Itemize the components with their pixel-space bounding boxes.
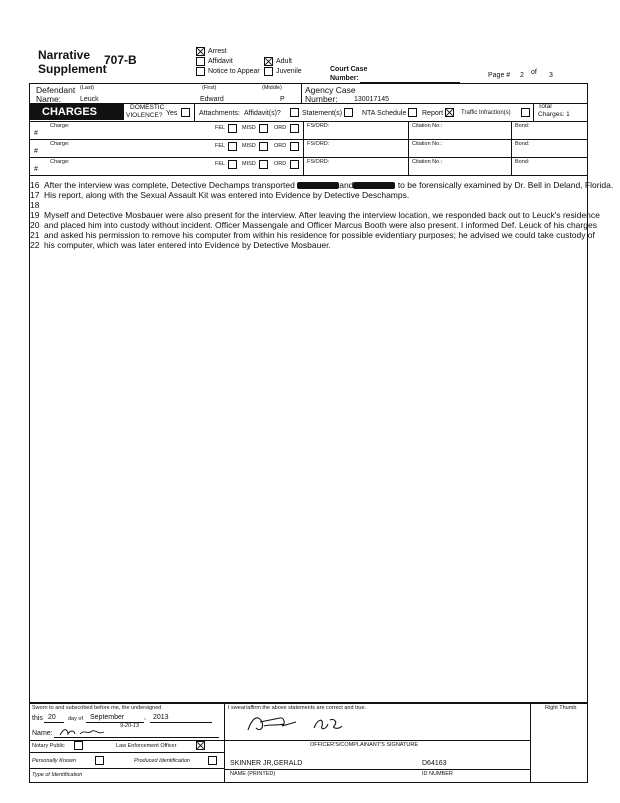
juvenile-checkbox[interactable]: [264, 67, 273, 76]
produced-id-label: Produced Identification: [134, 758, 190, 764]
citation-label: Citation No.:: [412, 141, 443, 147]
affidavit-attach-label: Affidavit(s)?: [244, 110, 281, 117]
notary-public-checkbox[interactable]: [74, 741, 83, 750]
charge-hash: #: [34, 166, 38, 173]
charge-label: Charge:: [50, 123, 70, 129]
misd-checkbox[interactable]: [259, 160, 268, 169]
charge-label: Charge:: [50, 159, 70, 165]
bond-label: Bond:: [515, 123, 530, 129]
adult-checkbox[interactable]: [264, 57, 273, 66]
total-charges-divider: [533, 103, 534, 121]
line-number: 19: [30, 210, 40, 220]
arrest-label: Arrest: [208, 48, 227, 55]
handwritten-date: 9-20-13: [120, 723, 139, 729]
swear-affirm-text: I swear/affirm the above statements are correct and true.: [228, 705, 367, 711]
col-divider: [408, 139, 409, 157]
notice-to-appear-label: Notice to Appear: [208, 68, 260, 75]
ord-label: ORD: [274, 143, 287, 149]
officer-id-number: D64163: [422, 760, 447, 767]
narrative-line-18: [30, 200, 44, 210]
col-divider: [511, 139, 512, 157]
page-number: 2: [520, 72, 524, 79]
sworn-text: Sworn to and subscribed before me, the undersigned: [32, 705, 162, 711]
misd-checkbox[interactable]: [259, 142, 268, 151]
narrative-text: and asked his permission to remove his computer from within his residence for possible evidentiary purposes; he advised we could take custody of: [44, 230, 595, 240]
col-divider: [511, 157, 512, 175]
notary-row-line: [29, 740, 224, 741]
bond-label: Bond:: [515, 141, 530, 147]
dv-yes-label: Yes: [166, 110, 178, 117]
narrative-line-16: [30, 180, 613, 190]
traffic-infraction-label: Traffic Infraction(s): [461, 110, 511, 116]
ord-checkbox[interactable]: [290, 124, 299, 133]
statement-label: Statement(s): [302, 110, 343, 117]
name-printed-label: NAME (PRINTED): [230, 771, 276, 777]
fel-label: FEL: [215, 161, 226, 167]
personally-known-label: Personally Known: [32, 758, 77, 764]
col-divider: [511, 121, 512, 139]
fel-checkbox[interactable]: [228, 160, 237, 169]
affidavit-label: Affidavit: [208, 58, 233, 65]
day-line: [44, 722, 64, 723]
narrative-line-19: [30, 210, 600, 220]
middle-label: (Middle): [262, 85, 282, 91]
dv-yes-checkbox[interactable]: [181, 108, 190, 117]
type-id-label: Type of Identification: [32, 772, 83, 778]
col-divider: [303, 121, 304, 139]
col-divider: [303, 157, 304, 175]
personally-known-checkbox[interactable]: [95, 756, 104, 765]
leo-checkbox[interactable]: [196, 741, 205, 750]
narrative-text: and: [339, 180, 354, 190]
charges-banner: CHARGES: [30, 104, 124, 120]
affidavit-attach-checkbox[interactable]: [290, 108, 299, 117]
narrative-text: Myself and Detective Mosbauer were also present for the interview. After leaving the interview location, we responded back out to Leuck's residence: [44, 210, 600, 220]
nta-schedule-label: NTA Schedule: [362, 110, 407, 117]
ord-label: ORD: [274, 161, 287, 167]
line-number: 16: [30, 180, 40, 190]
produced-id-checkbox[interactable]: [208, 756, 217, 765]
total-charges-label-1: Total: [538, 103, 552, 110]
row-divider-2: [29, 121, 588, 122]
misd-label: MISD: [242, 125, 256, 131]
fel-checkbox[interactable]: [228, 142, 237, 151]
court-case-number-label: Number:: [330, 75, 359, 82]
notary-signature-scrawl: [58, 726, 108, 738]
domestic-violence-label-1: DOMESTIC: [130, 104, 165, 111]
affidavit-checkbox[interactable]: [196, 57, 205, 66]
misd-label: MISD: [242, 143, 256, 149]
line-number: 22: [30, 240, 40, 250]
notary-name-label: Name:: [32, 730, 53, 737]
year-separator: ,: [144, 714, 146, 721]
arrest-checkbox[interactable]: [196, 47, 205, 56]
form-frame: [29, 83, 588, 703]
officer-name: SKINNER JR,GERALD: [230, 760, 303, 767]
report-checkbox[interactable]: [445, 108, 454, 117]
defendant-label: Defendant: [36, 85, 76, 95]
notice-to-appear-checkbox[interactable]: [196, 67, 205, 76]
name-label: Name:: [36, 94, 62, 104]
col-divider: [408, 157, 409, 175]
narrative-text: After the interview was complete, Detective Dechamps transported: [44, 180, 295, 190]
first-label: (First): [202, 85, 217, 91]
narrative-line-21: [30, 230, 595, 240]
form-number: 707-B: [104, 53, 137, 67]
page-label: Page #: [488, 72, 511, 79]
charge-label: Charge:: [50, 141, 70, 147]
fel-label: FEL: [215, 125, 226, 131]
fel-label: FEL: [215, 143, 226, 149]
row-divider: [29, 157, 588, 158]
officer-signature: [240, 708, 360, 738]
fel-checkbox[interactable]: [228, 124, 237, 133]
attachments-label: Attachments:: [199, 110, 240, 117]
charges-header-divider: [194, 103, 195, 121]
officer-name-line: [224, 769, 530, 770]
id-type-line: [29, 768, 224, 769]
agency-case-number: 130017145: [354, 96, 390, 103]
leo-label: Law Enforcement Officer: [116, 743, 177, 749]
narrative-text: and placed him into custody without incident. Officer Massengale and Officer Marcus Booth were also present. I informed Def. Leuck of his charges: [44, 220, 597, 230]
narrative-line-17: [30, 190, 409, 200]
redaction-mark: [297, 182, 339, 189]
redaction-mark: [353, 182, 395, 189]
defendant-first: Edward: [200, 96, 224, 103]
page-of-label: of: [531, 69, 537, 76]
ord-checkbox[interactable]: [290, 142, 299, 151]
total-charges-label-2: Charges: 1: [538, 111, 570, 118]
id-number-label: ID NUMBER: [422, 771, 453, 777]
last-label: (Last): [80, 85, 95, 91]
defendant-divider: [301, 83, 302, 103]
narrative-text: to be forensically examined by Dr. Bell in Deland, Florida.: [397, 180, 614, 190]
agency-case-label: Agency Case: [305, 85, 356, 95]
col-divider: [303, 139, 304, 157]
form-title-line1: Narrative: [38, 48, 91, 62]
col-divider: [408, 121, 409, 139]
adult-label: Adult: [276, 58, 292, 65]
this-label: this: [32, 715, 43, 722]
right-thumb-label: Right Thumb: [545, 705, 577, 711]
charge-hash: #: [34, 148, 38, 155]
narrative-text: His report, along with the Sexual Assault Kit was entered into Evidence by Detective Deschamps.: [44, 190, 410, 200]
row-divider: [29, 139, 588, 140]
citation-label: Citation No.:: [412, 123, 443, 129]
ord-label: ORD: [274, 125, 287, 131]
officer-signature-label: OFFICER'S/COMPLAINANT'S SIGNATURE: [310, 742, 419, 748]
day-of-label: day of: [68, 716, 83, 722]
traffic-infraction-checkbox[interactable]: [521, 108, 530, 117]
report-label: Report: [422, 110, 444, 117]
day-value: 20: [48, 714, 56, 721]
defendant-middle: P: [280, 96, 285, 103]
juvenile-label: Juvenile: [276, 68, 302, 75]
court-case-label: Court Case: [330, 66, 368, 73]
footer-divider-right: [530, 703, 531, 783]
domestic-violence-label-2: VIOLENCE?: [126, 112, 163, 119]
defendant-last: Leuck: [80, 96, 99, 103]
row-divider: [29, 175, 588, 176]
nta-schedule-checkbox[interactable]: [408, 108, 417, 117]
narrative-text: his computer, which was later entered into Evidence by Detective Mosbauer.: [44, 240, 331, 250]
line-number: 18: [30, 200, 40, 210]
signature-line: [224, 740, 530, 741]
charge-hash: #: [34, 130, 38, 137]
page-total: 3: [549, 72, 553, 79]
ord-checkbox[interactable]: [290, 160, 299, 169]
misd-label: MISD: [242, 161, 256, 167]
month-value: September: [90, 714, 125, 721]
line-number: 20: [30, 220, 40, 230]
notary-public-label: Notary Public: [32, 743, 65, 749]
citation-label: Citation No.:: [412, 159, 443, 165]
narrative-line-20: [30, 220, 597, 230]
form-title-line2: Supplement: [38, 62, 107, 76]
year-value: 2013: [153, 714, 169, 721]
misd-checkbox[interactable]: [259, 124, 268, 133]
statement-checkbox[interactable]: [344, 108, 353, 117]
line-number: 17: [30, 190, 40, 200]
personally-known-row-line: [29, 752, 224, 753]
year-line: [150, 722, 212, 723]
narrative-line-22: [30, 240, 331, 250]
agency-number-label: Number:: [305, 94, 338, 104]
line-number: 21: [30, 230, 40, 240]
fs-ord-label: FS/ORD:: [307, 123, 330, 129]
fs-ord-label: FS/ORD:: [307, 141, 330, 147]
footer-divider-left: [224, 703, 225, 783]
fs-ord-label: FS/ORD:: [307, 159, 330, 165]
bond-label: Bond:: [515, 159, 530, 165]
